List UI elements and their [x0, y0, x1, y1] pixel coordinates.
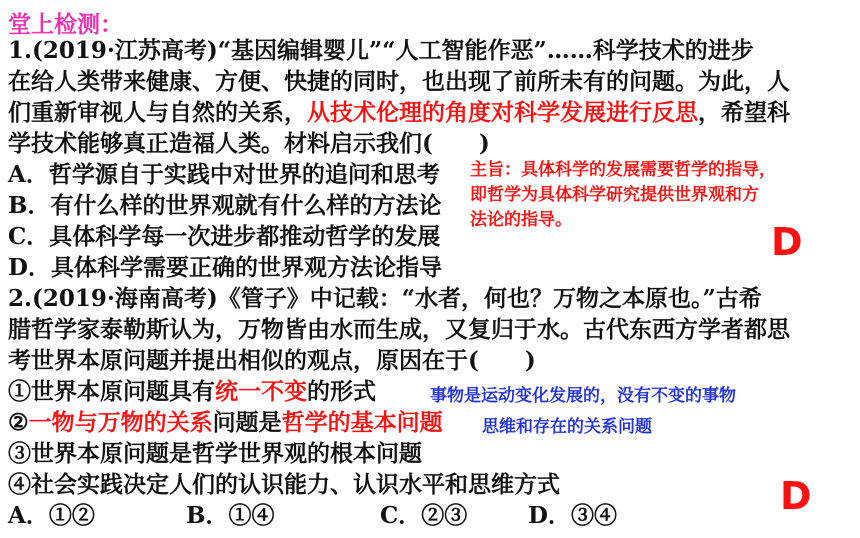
q2-stem-line-3: 考世界本原问题并提出相似的观点，原因在于( ): [8, 347, 536, 374]
q2-choice-c: C．②③: [380, 502, 468, 529]
q2-item-2-key-phrase-2: 哲学的基本问题: [281, 410, 443, 436]
q2-stem-line-1: 2.(2019·海南高考)《管子》中记载：“水者，何也？万物之本原也。”古希: [8, 285, 762, 312]
q2-stem-line-2: 腊哲学家泰勒斯认为，万物皆由水而生成，又复归于水。古代东西方学者都思: [8, 316, 790, 343]
q1-answer-mark: D: [771, 220, 803, 264]
q1-note-line-3: 法论的指导。: [470, 210, 572, 230]
q1-stem-line-3-start: 们重新审视人与自然的关系，: [8, 99, 307, 126]
q2-choice-d: D．③④: [528, 502, 617, 529]
q2-item-2-key-phrase-1: 一物与万物的关系: [28, 410, 213, 436]
q1-stem-line-3-end: ，希望科: [698, 99, 790, 126]
q2-choice-b: B．①④: [186, 502, 275, 529]
q2-item-2-note: 思维和存在的关系问题: [482, 417, 652, 437]
q2-choice-a: A．①②: [8, 502, 95, 529]
q1-option-a: A．哲学源自于实践中对世界的追问和思考: [8, 161, 440, 188]
q2-item-1-start: ①世界本原问题具有: [8, 378, 215, 405]
q1-key-phrase: 从技术伦理的角度对科学发展进行反思: [307, 100, 698, 126]
q2-item-4: ④社会实践决定人们的认识能力、认识水平和思维方式: [8, 471, 560, 498]
q2-item-2: [8, 408, 443, 438]
q1-stem-line-3: [8, 98, 790, 128]
q2-item-2-middle: 问题是: [212, 409, 282, 436]
q2-item-2-number: ②: [8, 409, 29, 436]
q1-note-main-idea: 主旨：具体科学的发展需要哲学的指导，: [470, 160, 776, 180]
q1-option-d: D．具体科学需要正确的世界观方法论指导: [8, 254, 442, 281]
q1-stem-line-4: 学技术能够真正造福人类。材料启示我们( ): [8, 130, 490, 157]
q1-note-line-2: 即哲学为具体科学研究提供世界观和方: [470, 185, 759, 205]
q2-item-1-note: 事物是运动变化发展的，没有不变的事物: [430, 386, 736, 406]
q1-option-b: B．有什么样的世界观就有什么样的方法论: [8, 192, 442, 219]
q1-option-c: C．具体科学每一次进步都推动哲学的发展: [8, 223, 441, 250]
q2-item-1: [8, 377, 376, 407]
q2-item-1-key-phrase: 统一不变: [215, 379, 307, 405]
section-heading: 堂上检测：: [8, 12, 123, 38]
q1-stem-line-2: 在给人类带来健康、方便、快捷的同时，也出现了前所未有的问题。为此，人: [8, 68, 790, 95]
q2-answer-mark: D: [780, 474, 812, 518]
q1-stem-line-1: 1.(2019·江苏高考)“基因编辑婴儿”“人工智能作恶”……科学技术的进步: [8, 37, 754, 64]
q2-item-1-end: 的形式: [307, 378, 376, 405]
q2-item-3: ③世界本原问题是哲学世界观的根本问题: [8, 440, 422, 467]
